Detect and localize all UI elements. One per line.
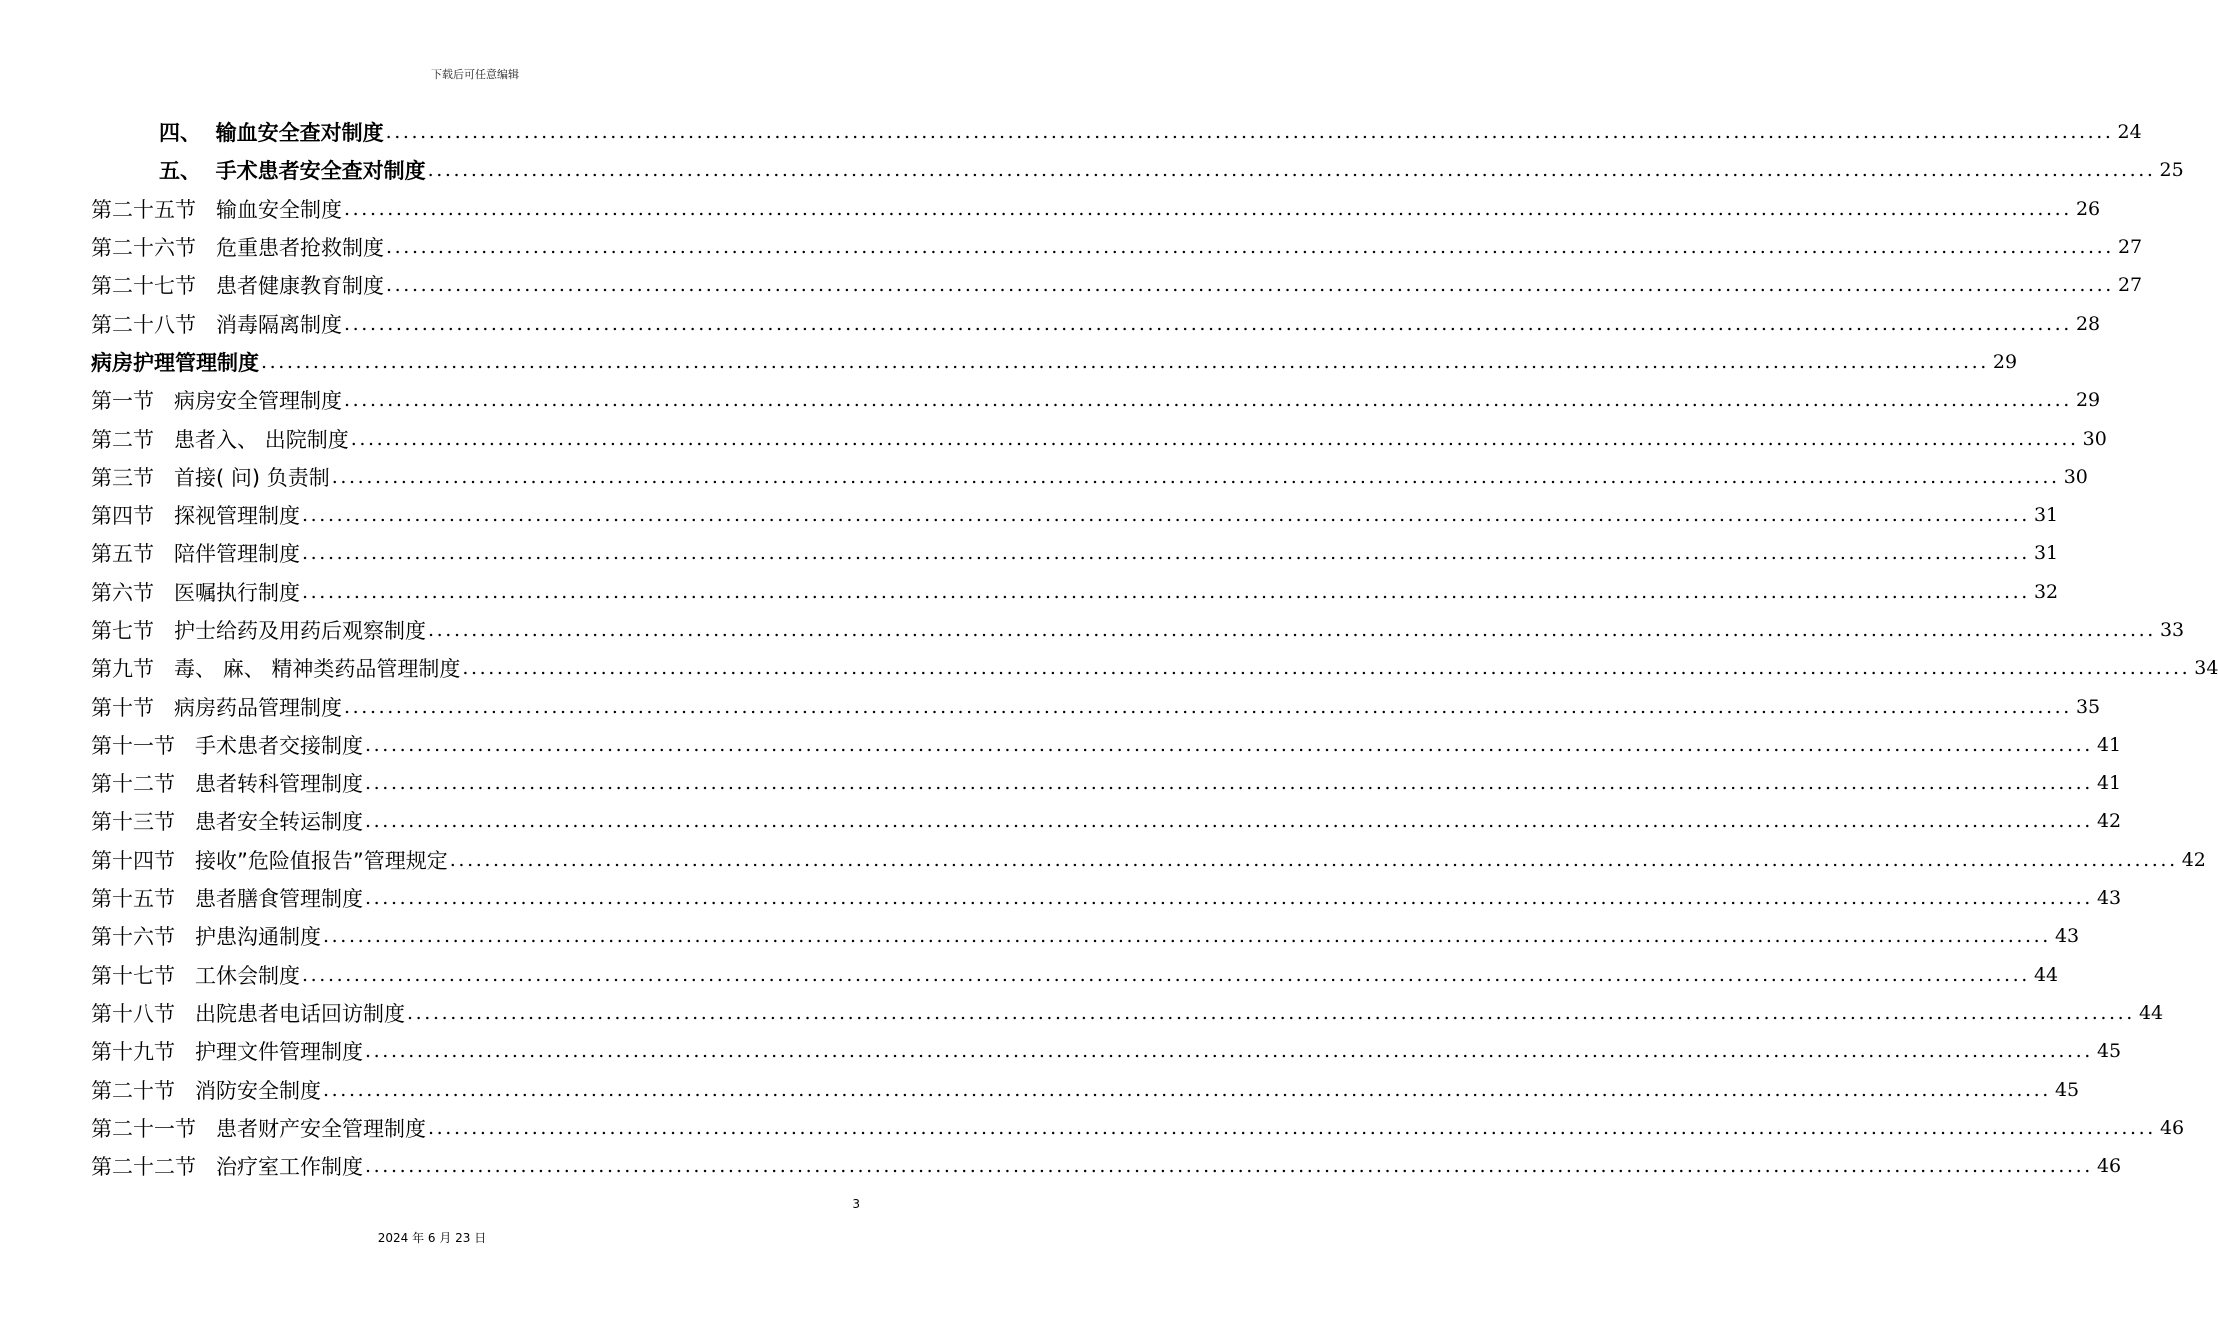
- toc-dot-leader: ........................................................................................................................................................................................................: [344, 695, 2072, 718]
- toc-entry-title: 第二节 患者入、 出院制度: [91, 427, 349, 452]
- toc-entry-title: 第二十一节 患者财产安全管理制度: [91, 1116, 427, 1141]
- toc-dot-leader: ........................................................................................................................................................................................................: [323, 1078, 2051, 1101]
- toc-dot-leader: ........................................................................................................................................................................................................: [302, 963, 2030, 986]
- toc-entry[interactable]: [91, 841, 2206, 879]
- toc-dot-leader: ........................................................................................................................................................................................................: [302, 504, 2030, 527]
- toc-entry[interactable]: [91, 343, 2018, 381]
- toc-entry-title: 第十八节 出院患者电话回访制度: [91, 1001, 406, 1026]
- toc-entry-title: 病房护理管理制度: [91, 350, 259, 375]
- toc-entry[interactable]: [91, 1147, 2122, 1185]
- toc-dot-leader: ........................................................................................................................................................................................................: [449, 848, 2178, 871]
- toc-entry[interactable]: [91, 534, 2059, 572]
- toc-entry[interactable]: [91, 151, 2184, 189]
- toc-entry-title: 第三节 首接( 问) 负责制: [91, 465, 330, 490]
- toc-entry-page: 29: [2075, 389, 2101, 412]
- toc-entry[interactable]: [91, 994, 2164, 1032]
- toc-entry-title: 第十五节 患者膳食管理制度: [91, 887, 364, 912]
- toc-dot-leader: ........................................................................................................................................................................................................: [365, 733, 2093, 756]
- toc-entry[interactable]: [91, 1070, 2080, 1108]
- toc-entry-page: 32: [2033, 580, 2059, 603]
- toc-entry-title: 第十三节 患者安全转运制度: [91, 810, 364, 835]
- toc-entry-page: 25: [2159, 159, 2184, 182]
- toc-entry-page: 30: [2063, 465, 2088, 488]
- toc-entry-page: 44: [2033, 963, 2059, 986]
- toc-entry-title: 第九节 毒、 麻、 精神类药品管理制度: [91, 657, 461, 682]
- toc-entry[interactable]: [91, 879, 2122, 917]
- toc-dot-leader: ........................................................................................................................................................................................................: [407, 1001, 2135, 1024]
- toc-dot-leader: ........................................................................................................................................................................................................: [428, 619, 2156, 641]
- toc-entry-page: 31: [2033, 542, 2059, 565]
- toc-entry[interactable]: [91, 266, 2143, 304]
- toc-dot-leader: ........................................................................................................................................................................................................: [365, 1155, 2093, 1178]
- toc-entry-page: 41: [2096, 733, 2122, 756]
- toc-entry-page: 26: [2075, 197, 2101, 220]
- toc-entry[interactable]: [91, 573, 2059, 611]
- toc-entry-page: 24: [2117, 121, 2142, 144]
- toc-entry-title: 四、 输血安全查对制度: [159, 121, 384, 146]
- toc-entry-page: 42: [2181, 848, 2206, 871]
- toc-entry[interactable]: [91, 956, 2059, 994]
- toc-entry-title: 第七节 护士给药及用药后观察制度: [91, 619, 427, 643]
- toc-dot-leader: ........................................................................................................................................................................................................: [323, 925, 2051, 948]
- toc-dot-leader: ........................................................................................................................................................................................................: [344, 197, 2072, 220]
- toc-entry-page: 34: [2194, 657, 2218, 680]
- toc-entry[interactable]: [91, 228, 2143, 266]
- toc-dot-leader: ........................................................................................................................................................................................................: [386, 236, 2114, 259]
- toc-dot-leader: ........................................................................................................................................................................................................: [385, 121, 2114, 144]
- toc-entry-page: 42: [2096, 810, 2122, 833]
- toc-entry-page: 27: [2117, 274, 2143, 297]
- toc-entry-title: 第一节 病房安全管理制度: [91, 389, 343, 414]
- toc-entry-page: 46: [2159, 1116, 2185, 1139]
- toc-entry-page: 30: [2082, 427, 2107, 450]
- toc-entry-title: 第二十七节 患者健康教育制度: [91, 274, 385, 299]
- toc-dot-leader: ........................................................................................................................................................................................................: [365, 772, 2093, 795]
- toc-entry-page: 27: [2117, 236, 2143, 259]
- toc-entry-title: 第二十节 消防安全制度: [91, 1078, 322, 1103]
- toc-entry-page: 46: [2096, 1155, 2122, 1178]
- toc-entry-page: 45: [2054, 1078, 2080, 1101]
- toc-dot-leader: ........................................................................................................................................................................................................: [344, 312, 2072, 335]
- toc-dot-leader: ........................................................................................................................................................................................................: [427, 159, 2156, 182]
- page-number: 3: [852, 1197, 860, 1211]
- toc-entry-title: 第二十五节 输血安全制度: [91, 197, 343, 222]
- toc-entry-title: 第十六节 护患沟通制度: [91, 925, 322, 950]
- toc-entry-page: 43: [2054, 925, 2080, 948]
- toc-entry[interactable]: [91, 611, 2185, 649]
- toc-dot-leader: ........................................................................................................................................................................................................: [331, 465, 2060, 488]
- toc-dot-leader: ........................................................................................................................................................................................................: [261, 350, 1989, 373]
- toc-entry-title: 第四节 探视管理制度: [91, 504, 301, 529]
- toc-entry[interactable]: [91, 419, 2107, 457]
- toc-dot-leader: ........................................................................................................................................................................................................: [386, 274, 2114, 297]
- toc-entry-page: 41: [2096, 772, 2122, 795]
- toc-entry[interactable]: [91, 802, 2122, 840]
- toc-entry[interactable]: [91, 649, 2218, 687]
- toc-dot-leader: ........................................................................................................................................................................................................: [344, 389, 2072, 412]
- toc-entry-page: 29: [1992, 350, 2018, 373]
- toc-entry[interactable]: [91, 496, 2059, 534]
- toc-entry[interactable]: [91, 458, 2088, 496]
- toc-dot-leader: ........................................................................................................................................................................................................: [302, 542, 2030, 565]
- toc-entry[interactable]: [91, 687, 2101, 725]
- table-of-contents: [91, 113, 2218, 1185]
- toc-entry-page: 45: [2096, 1040, 2122, 1063]
- toc-entry[interactable]: [91, 304, 2101, 342]
- toc-entry-page: 31: [2033, 504, 2059, 527]
- toc-entry-title: 第十七节 工休会制度: [91, 963, 301, 988]
- toc-dot-leader: ........................................................................................................................................................................................................: [428, 1116, 2156, 1139]
- toc-entry-title: 第六节 医嘱执行制度: [91, 580, 301, 605]
- toc-entry[interactable]: [91, 1109, 2185, 1147]
- page-header: 下载后可任意编辑: [431, 68, 519, 81]
- toc-dot-leader: ........................................................................................................................................................................................................: [302, 580, 2030, 603]
- toc-entry-page: 44: [2138, 1001, 2164, 1024]
- page-footer-date: 2024 年 6 月 23 日: [377, 1231, 487, 1245]
- toc-dot-leader: ........................................................................................................................................................................................................: [462, 657, 2191, 680]
- toc-entry-title: 第二十二节 治疗室工作制度: [91, 1155, 364, 1180]
- toc-entry[interactable]: [91, 190, 2101, 228]
- toc-entry-title: 第十节 病房药品管理制度: [91, 695, 343, 720]
- toc-dot-leader: ........................................................................................................................................................................................................: [365, 887, 2093, 910]
- toc-entry[interactable]: [91, 917, 2080, 955]
- toc-entry-title: 第二十六节 危重患者抢救制度: [91, 236, 385, 261]
- toc-entry-title: 第十九节 护理文件管理制度: [91, 1040, 364, 1065]
- toc-entry[interactable]: [91, 726, 2122, 764]
- toc-entry-title: 第二十八节 消毒隔离制度: [91, 312, 343, 337]
- toc-entry-page: 33: [2159, 619, 2185, 641]
- toc-entry[interactable]: [91, 113, 2142, 151]
- toc-entry[interactable]: [91, 381, 2101, 419]
- toc-entry[interactable]: [91, 1032, 2122, 1070]
- toc-entry-title: 第十二节 患者转科管理制度: [91, 772, 364, 797]
- toc-entry-title: 五、 手术患者安全查对制度: [159, 159, 426, 184]
- toc-entry-page: 35: [2075, 695, 2101, 718]
- toc-entry[interactable]: [91, 764, 2122, 802]
- toc-entry-title: 第五节 陪伴管理制度: [91, 542, 301, 567]
- toc-entry-page: 43: [2096, 887, 2122, 910]
- toc-dot-leader: ........................................................................................................................................................................................................: [365, 1040, 2093, 1063]
- toc-entry-title: 第十四节 接收”危险值报告”管理规定: [91, 848, 448, 873]
- toc-dot-leader: ........................................................................................................................................................................................................: [365, 810, 2093, 833]
- toc-entry-page: 28: [2075, 312, 2101, 335]
- toc-entry-title: 第十一节 手术患者交接制度: [91, 733, 364, 758]
- toc-dot-leader: ........................................................................................................................................................................................................: [350, 427, 2079, 450]
